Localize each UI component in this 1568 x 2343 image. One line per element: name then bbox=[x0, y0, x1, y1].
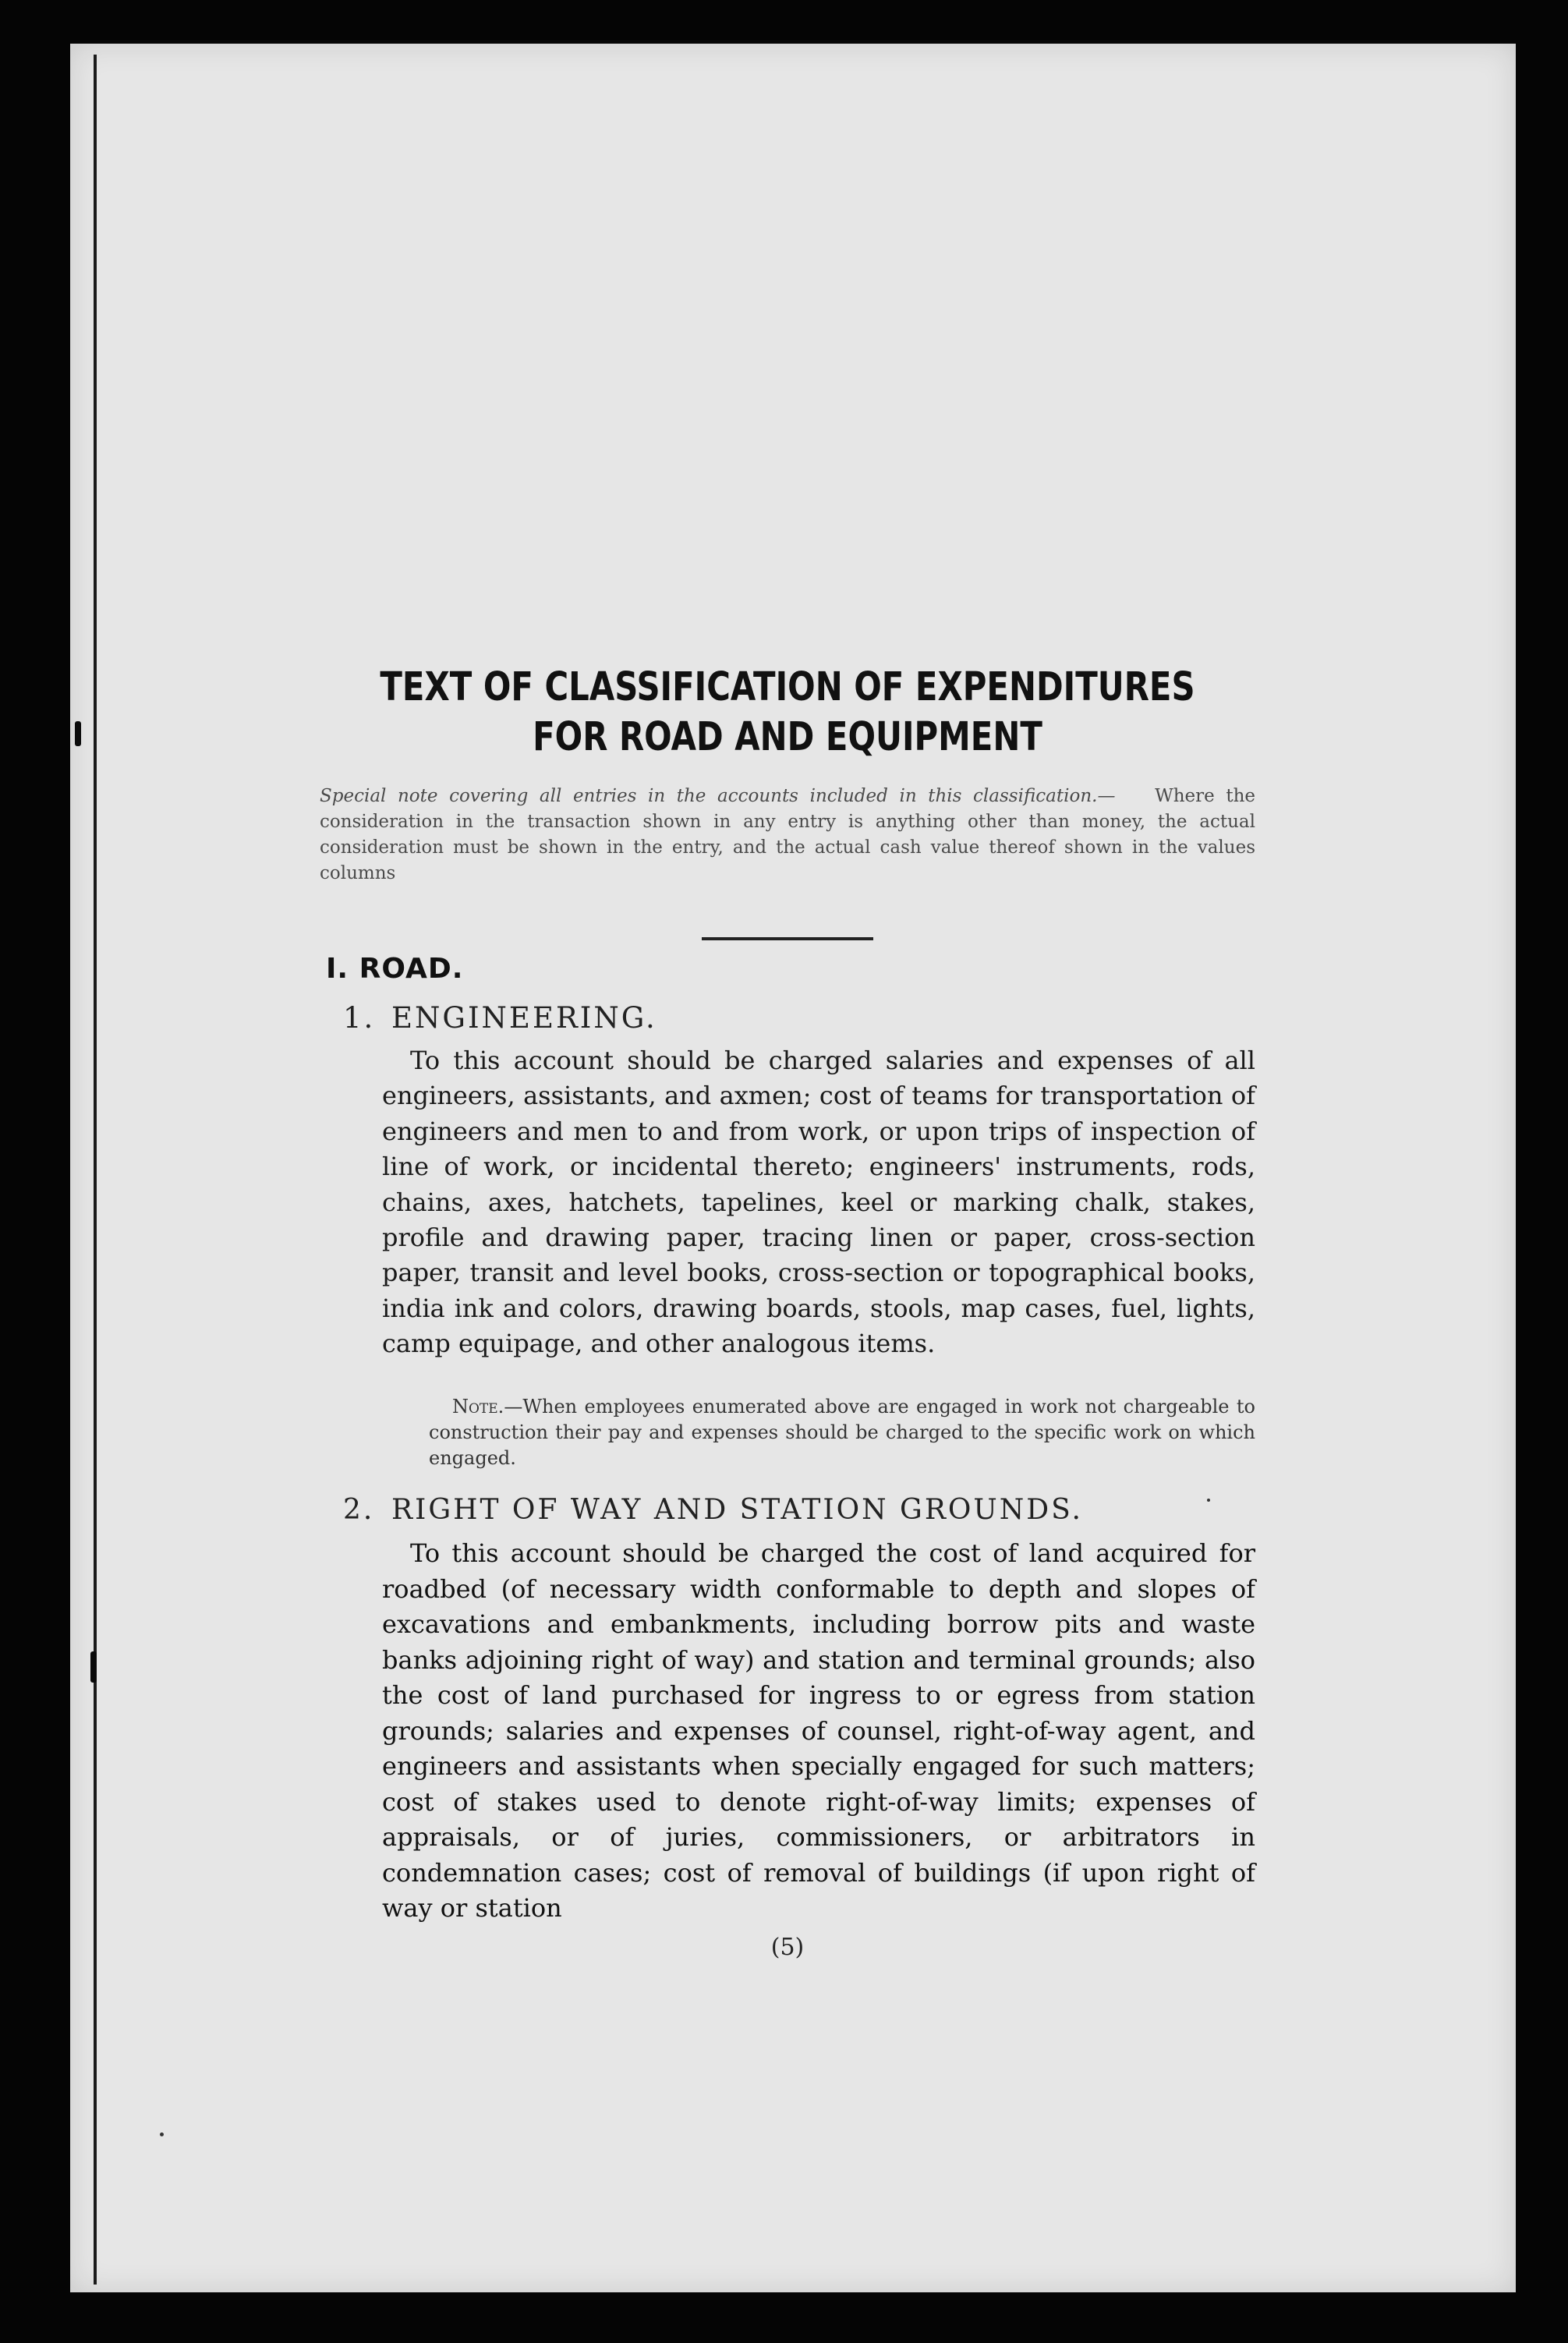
binding-edge-line bbox=[94, 55, 97, 2285]
special-note bbox=[320, 784, 1255, 887]
scan-speck bbox=[1207, 1499, 1210, 1502]
account-title: RIGHT OF WAY AND STATION GROUNDS. bbox=[391, 1494, 1083, 1526]
note-text: —When employees enumerated above are engaged in work not chargeable to construction their pay and expenses should be charged to the specific work on which engaged. bbox=[429, 1396, 1255, 1469]
part-heading: I. ROAD. bbox=[326, 953, 464, 985]
account-text-right-of-way: To this account should be charged the cost of land acquired for roadbed (of necessary width conformable to depth and slopes of excavations and embankments, including borrow pits and waste banks adjoining right of way) and station and terminal grounds; also the cost of land purchased for ingress to or egress from station grounds; salaries and expenses of counsel, right-of-way agent, and engineers and assistants when specially engaged for such matters; cost of stakes used to denote right-of-way limits; expenses of appraisals, or of juries, commissioners, or arbitrators in condemnation cases; cost of removal of buildings (if upon right of way or station bbox=[382, 1538, 1255, 1923]
note-label: Note. bbox=[452, 1396, 504, 1417]
account-number: 2. bbox=[343, 1494, 375, 1526]
scan-speck bbox=[160, 2132, 164, 2136]
account-number: 1. bbox=[343, 1001, 376, 1035]
engineering-note bbox=[429, 1394, 1255, 1471]
account-heading-engineering bbox=[343, 1001, 657, 1035]
special-note-lead: Special note covering all entries in the accounts included in this classification.— bbox=[320, 786, 1116, 806]
binding-mark-lower bbox=[90, 1651, 97, 1683]
account-title: ENGINEERING. bbox=[391, 1001, 657, 1035]
page-number: (5) bbox=[770, 1934, 805, 1961]
special-note-body: Where the consideration in the transaction shown in any entry is anything other than money, the actual consideration must be shown in the entry, and the actual cash value thereof shown in the values columns bbox=[320, 786, 1255, 883]
binding-mark-upper bbox=[75, 721, 81, 746]
account-heading-right-of-way bbox=[343, 1494, 1083, 1526]
page-title: TEXT OF CLASSIFICATION OF EXPENDITURES FOR ROAD AND EQUIPMENT bbox=[380, 664, 1195, 760]
section-divider bbox=[702, 937, 873, 940]
account-text-engineering: To this account should be charged salaries and expenses of all engineers, assistants, and axmen; cost of teams for transportation of engineers and men to and from work, or upon trips of inspection of line of work, or incidental thereto; engineers' instruments, rods, chains, axes, hatchets, tapelines, keel or marking chalk, stakes, profile and drawing paper, tracing linen or paper, cross-section paper, transit and level books, cross-section or topographical books, india ink and colors, drawing boards, stools, map cases, fuel, lights, camp equipage, and other analogous items. bbox=[382, 1046, 1255, 1359]
